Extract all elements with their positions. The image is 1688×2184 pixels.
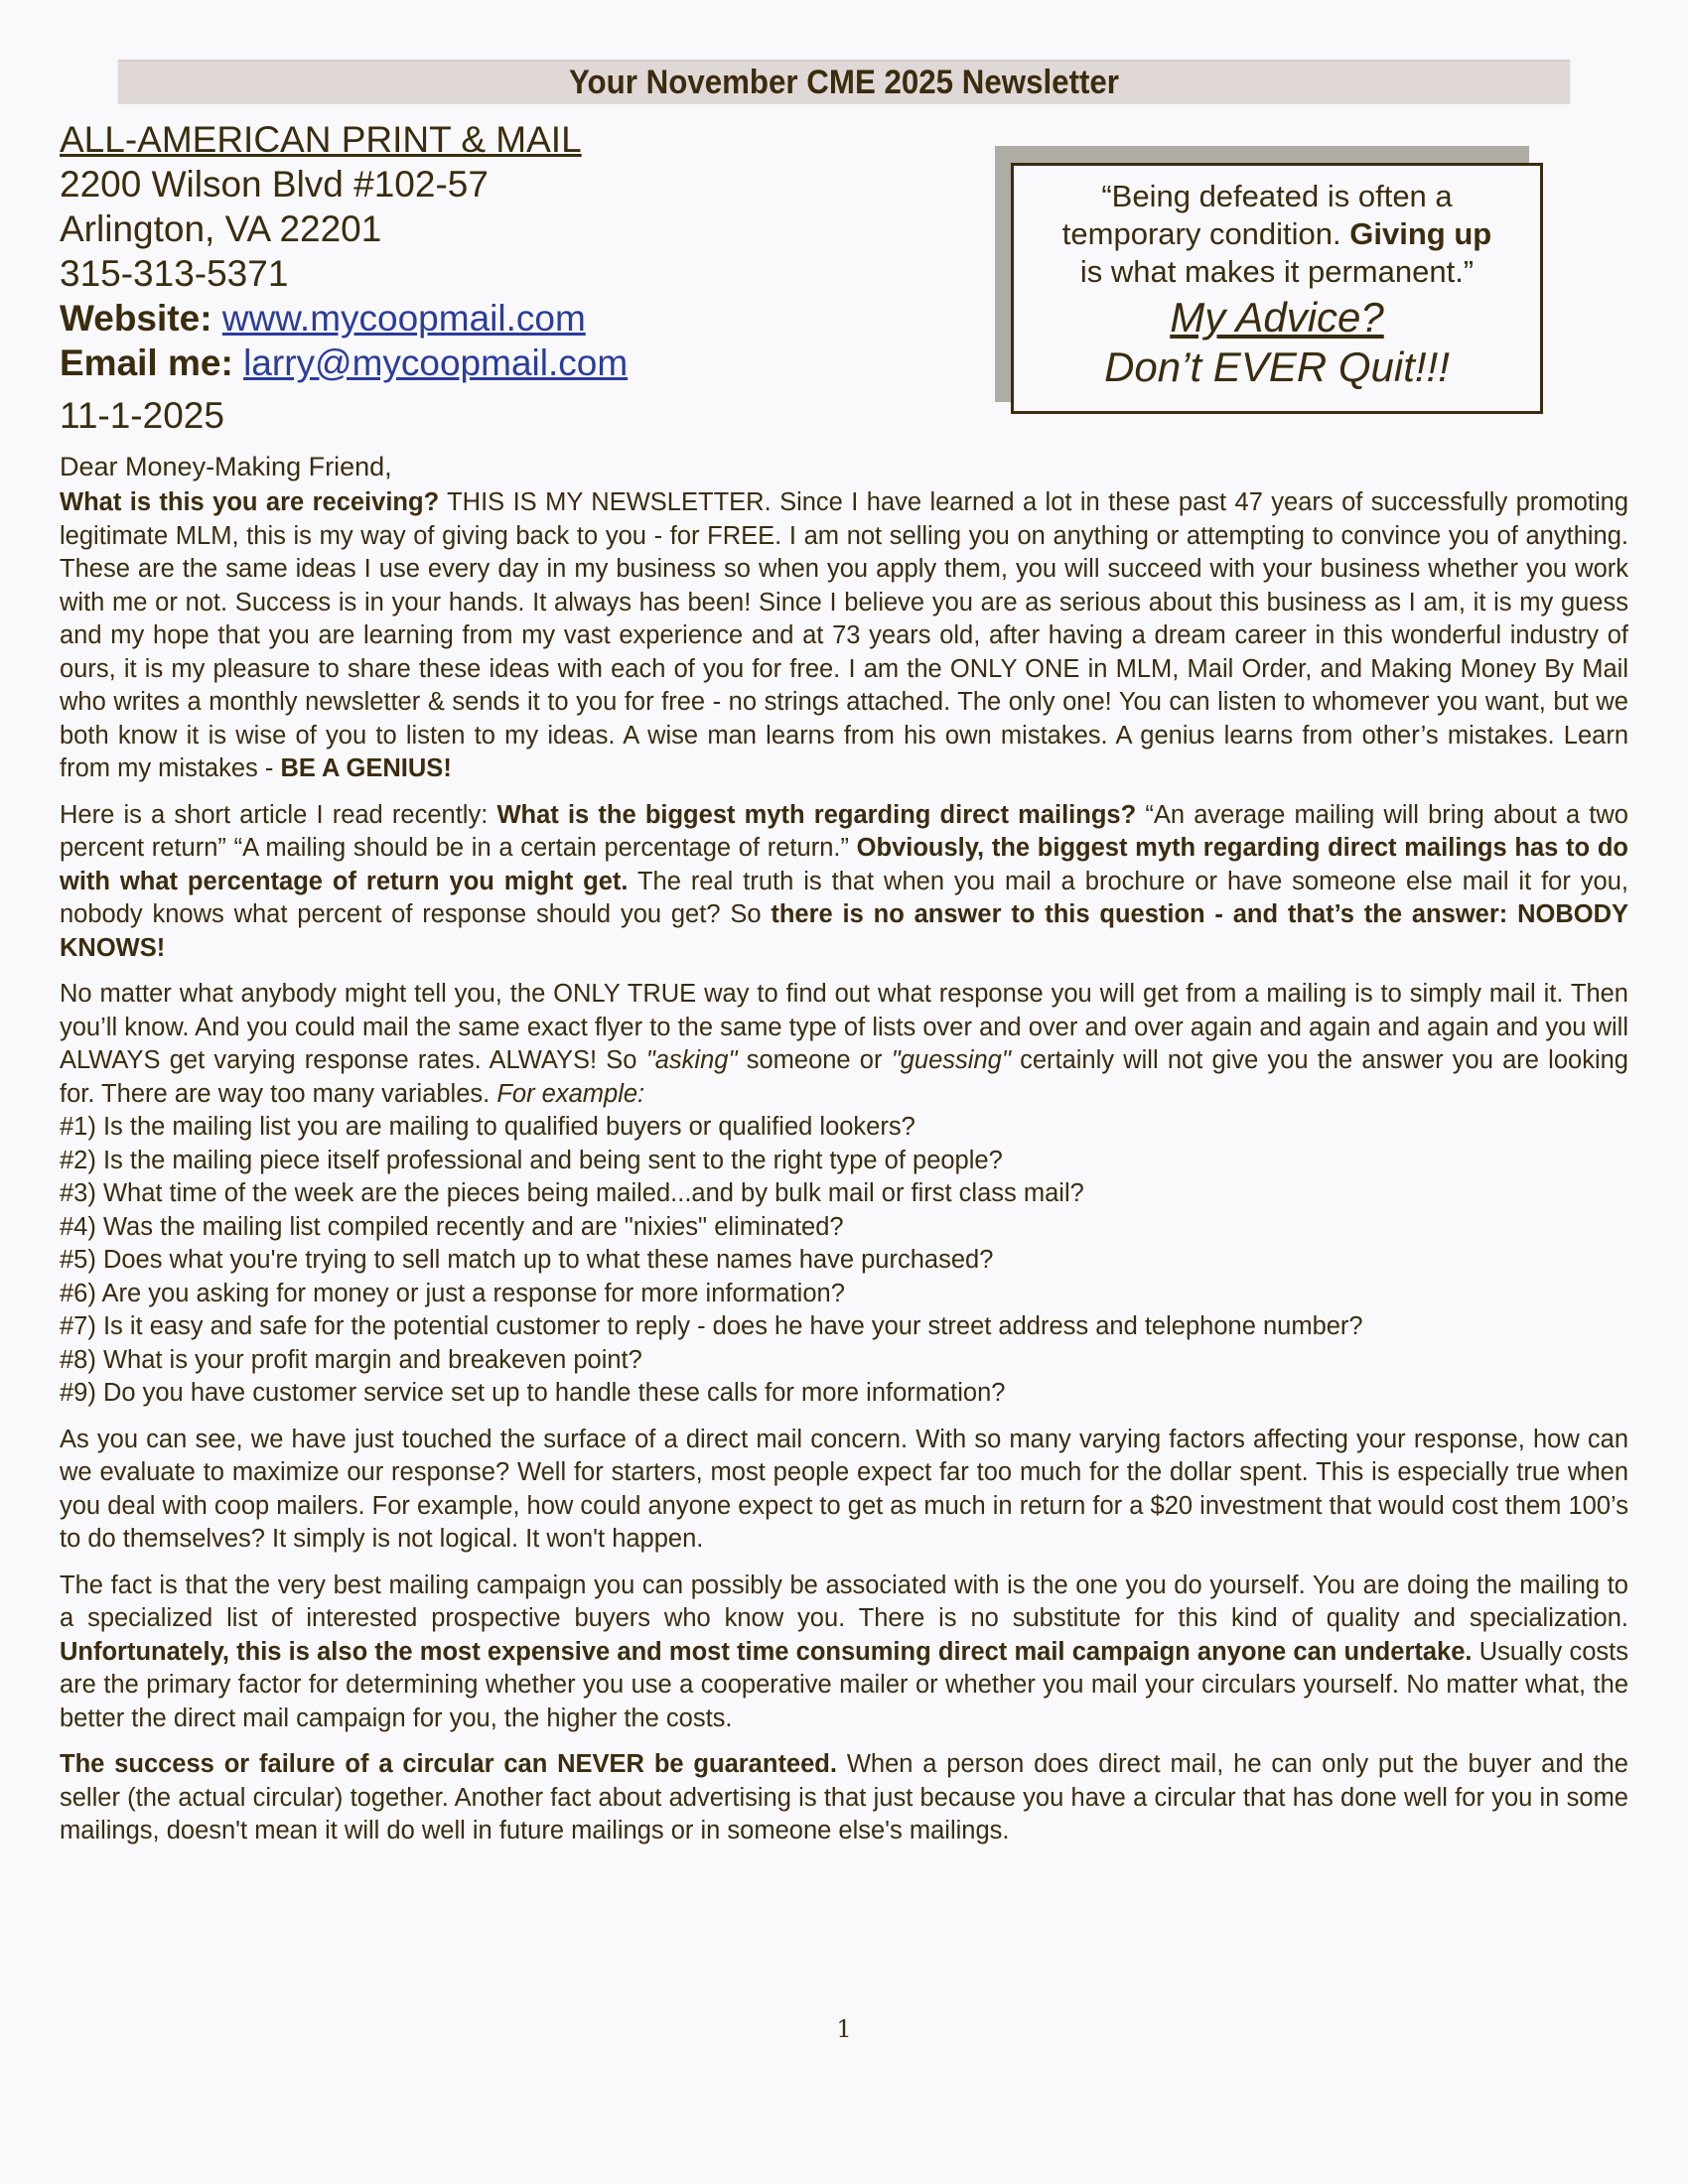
best-campaign-text-1: The fact is that the very best mailing campaign you can possibly be associated with is the one you do yourself. You are doing the mailing to a specialized list of interested prospective buyers who know you. There is no substitute for this kind of quality and specialization. — [60, 1570, 1628, 1632]
paragraph-best-campaign — [60, 1570, 1628, 1736]
list-item: #5) Does what you're trying to sell match up to what these names have purchased? — [60, 1246, 994, 1274]
email-row — [60, 341, 953, 385]
myth-text-2: “An average mailing will bring about a two percent return” “A mailing should be in a certain percentage of return.” — [60, 800, 1628, 862]
myth-bold-3: there is no answer to this question - and that’s the answer: NOBODY KNOWS! — [60, 900, 1628, 962]
list-item: #8) What is your profit margin and breakeven point? — [60, 1345, 642, 1374]
contact-block — [60, 117, 953, 438]
address-line-2: Arlington, VA 22201 — [60, 208, 382, 249]
myth-bold-1: What is the biggest myth regarding direct mailings? — [496, 800, 1137, 829]
letter-body — [60, 486, 1628, 1861]
newsletter-title-banner — [118, 60, 1571, 104]
no-matter-text-1: No matter what anybody might tell you, the ONLY TRUE way to find out what response you will get from a mailing is to simply mail it. Then you’ll know. And you could mail the same exact flyer to the same type of lists over and over and over again and again and again and you will ALWAYS get varying response rates. ALWAYS! So — [60, 980, 1628, 1074]
phone-number: 315-313-5371 — [60, 253, 289, 294]
list-item: #9) Do you have customer service set up to handle these calls for more information? — [60, 1379, 1006, 1407]
website-label: Website: — [60, 298, 212, 339]
intro-text: THIS IS MY NEWSLETTER. Since I have learned a lot in these past 47 years of successfully promoting legitimate MLM, this is my way of giving back to you - for FREE. I am not selling you on anything or attempting to convince you of anything. These are the same ideas I use every day in my business so when you apply them, you will succeed with your business whether you work with me or not. Success is in your hands. It always has been! Since I believe you are as serious about this business as I am, it is my guess and my hope that you are learning from my vast experience and at 73 years old, after having a dream career in this wonderful industry of ours, it is my pleasure to share these ideas with each of you for free. I am the ONLY ONE in MLM, Mail Order, and Making Money By Mail who writes a monthly newsletter & sends it to you for free - no strings attached. The only one! You can listen to whomever you want, but we both know it is wise of you to listen to my ideas. A wise man learns from his own mistakes. A genius learns from other’s mistakes. Learn from my mistakes - — [60, 488, 1629, 782]
quote-line-2-text: temporary condition. — [1061, 216, 1350, 251]
intro-bold-closing: BE A GENIUS! — [280, 754, 452, 782]
best-campaign-text-2: Usually costs are the primary factor for determining whether you use a cooperative mailer or whether you mail your circulars yourself. No matter what, the better the direct mail campaign for you, the higher the costs. — [60, 1637, 1629, 1732]
address-line-1: 2200 Wilson Blvd #102-57 — [60, 164, 489, 205]
list-item: #2) Is the mailing piece itself professional and being sent to the right type of people? — [60, 1146, 1003, 1174]
website-link[interactable]: www.mycoopmail.com — [221, 298, 586, 339]
questions-list — [60, 1111, 1628, 1411]
no-matter-text-2: someone or — [737, 1046, 892, 1074]
paragraph-myth — [60, 799, 1628, 966]
best-campaign-bold: Unfortunately, this is also the most expensive and most time consuming direct mail campaign anyone can undertake. — [60, 1637, 1473, 1666]
list-item: #4) Was the mailing list compiled recently and are "nixies" eliminated? — [60, 1212, 844, 1241]
no-matter-italic-1: "asking" — [645, 1046, 738, 1074]
paragraph-no-matter — [60, 978, 1628, 1111]
website-row — [60, 296, 953, 341]
quote-line-1: “Being defeated is often a — [1101, 179, 1453, 213]
page-number: 1 — [836, 2015, 852, 2043]
paragraph-surface: As you can see, we have just touched the surface of a direct mail concern. With so many varying factors affecting your response, how can we evaluate to maximize our response? Well for starters, most people expect far too much for the dollar spent. This is especially true when you deal with coop mailers. For example, how could anyone expect to get as much in return for a $20 investment that would cost them 100’s to do themselves? It simply is not logical. It won't happen. — [60, 1425, 1628, 1553]
advice-text: Don’t EVER Quit!!! — [1104, 343, 1450, 390]
issue-date: 11-1-2025 — [60, 395, 224, 436]
success-failure-bold: The success or failure of a circular can NEVER be guaranteed. — [60, 1750, 837, 1778]
email-link[interactable]: larry@mycoopmail.com — [243, 342, 629, 383]
list-item: #7) Is it easy and safe for the potential customer to reply - does he have your street address and telephone number? — [60, 1312, 1363, 1340]
quote-box — [1011, 163, 1543, 414]
no-matter-text-3: certainly will not give you the answer you are looking for. There are way too many variables. — [60, 1046, 1628, 1108]
myth-text-3: The real truth is that when you mail a brochure or have someone else mail it for you, nobody knows what percent of response should you get? So — [60, 867, 1628, 928]
quote-line-2 — [1014, 215, 1540, 253]
advice-heading: My Advice? — [1170, 294, 1384, 341]
list-item: #6) Are you asking for money or just a response for more information? — [60, 1279, 845, 1307]
list-item: #1) Is the mailing list you are mailing to qualified buyers or qualified lookers? — [60, 1113, 915, 1141]
list-item: #3) What time of the week are the pieces being mailed...and by bulk mail or first class mail? — [60, 1179, 1084, 1207]
greeting: Dear Money-Making Friend, — [60, 452, 392, 481]
quote-line-2-bold: Giving up — [1349, 216, 1492, 251]
quote-line-3: is what makes it permanent.” — [1079, 254, 1475, 289]
no-matter-italic-3: For example: — [496, 1079, 645, 1108]
myth-bold-2: Obviously, the biggest myth regarding direct mailings has to do with what percentage of return you might get. — [60, 834, 1628, 895]
company-name: ALL-AMERICAN PRINT & MAIL — [60, 119, 582, 160]
email-label: Email me: — [60, 342, 233, 383]
paragraph-success-failure — [60, 1748, 1628, 1848]
paragraph-intro — [60, 486, 1628, 786]
myth-text-1: Here is a short article I read recently: — [60, 800, 497, 829]
no-matter-italic-2: "guessing" — [891, 1046, 1011, 1074]
success-failure-text: When a person does direct mail, he can only put the buyer and the seller (the actual circular) together. Another fact about advertising is that just because you have a circular that has done well for you in some mailings, doesn't mean it will do well in future mailings or in someone else's mailings. — [60, 1750, 1628, 1844]
intro-bold-question: What is this you are receiving? — [60, 488, 440, 516]
newsletter-title: Your November CME 2025 Newsletter — [569, 64, 1119, 101]
